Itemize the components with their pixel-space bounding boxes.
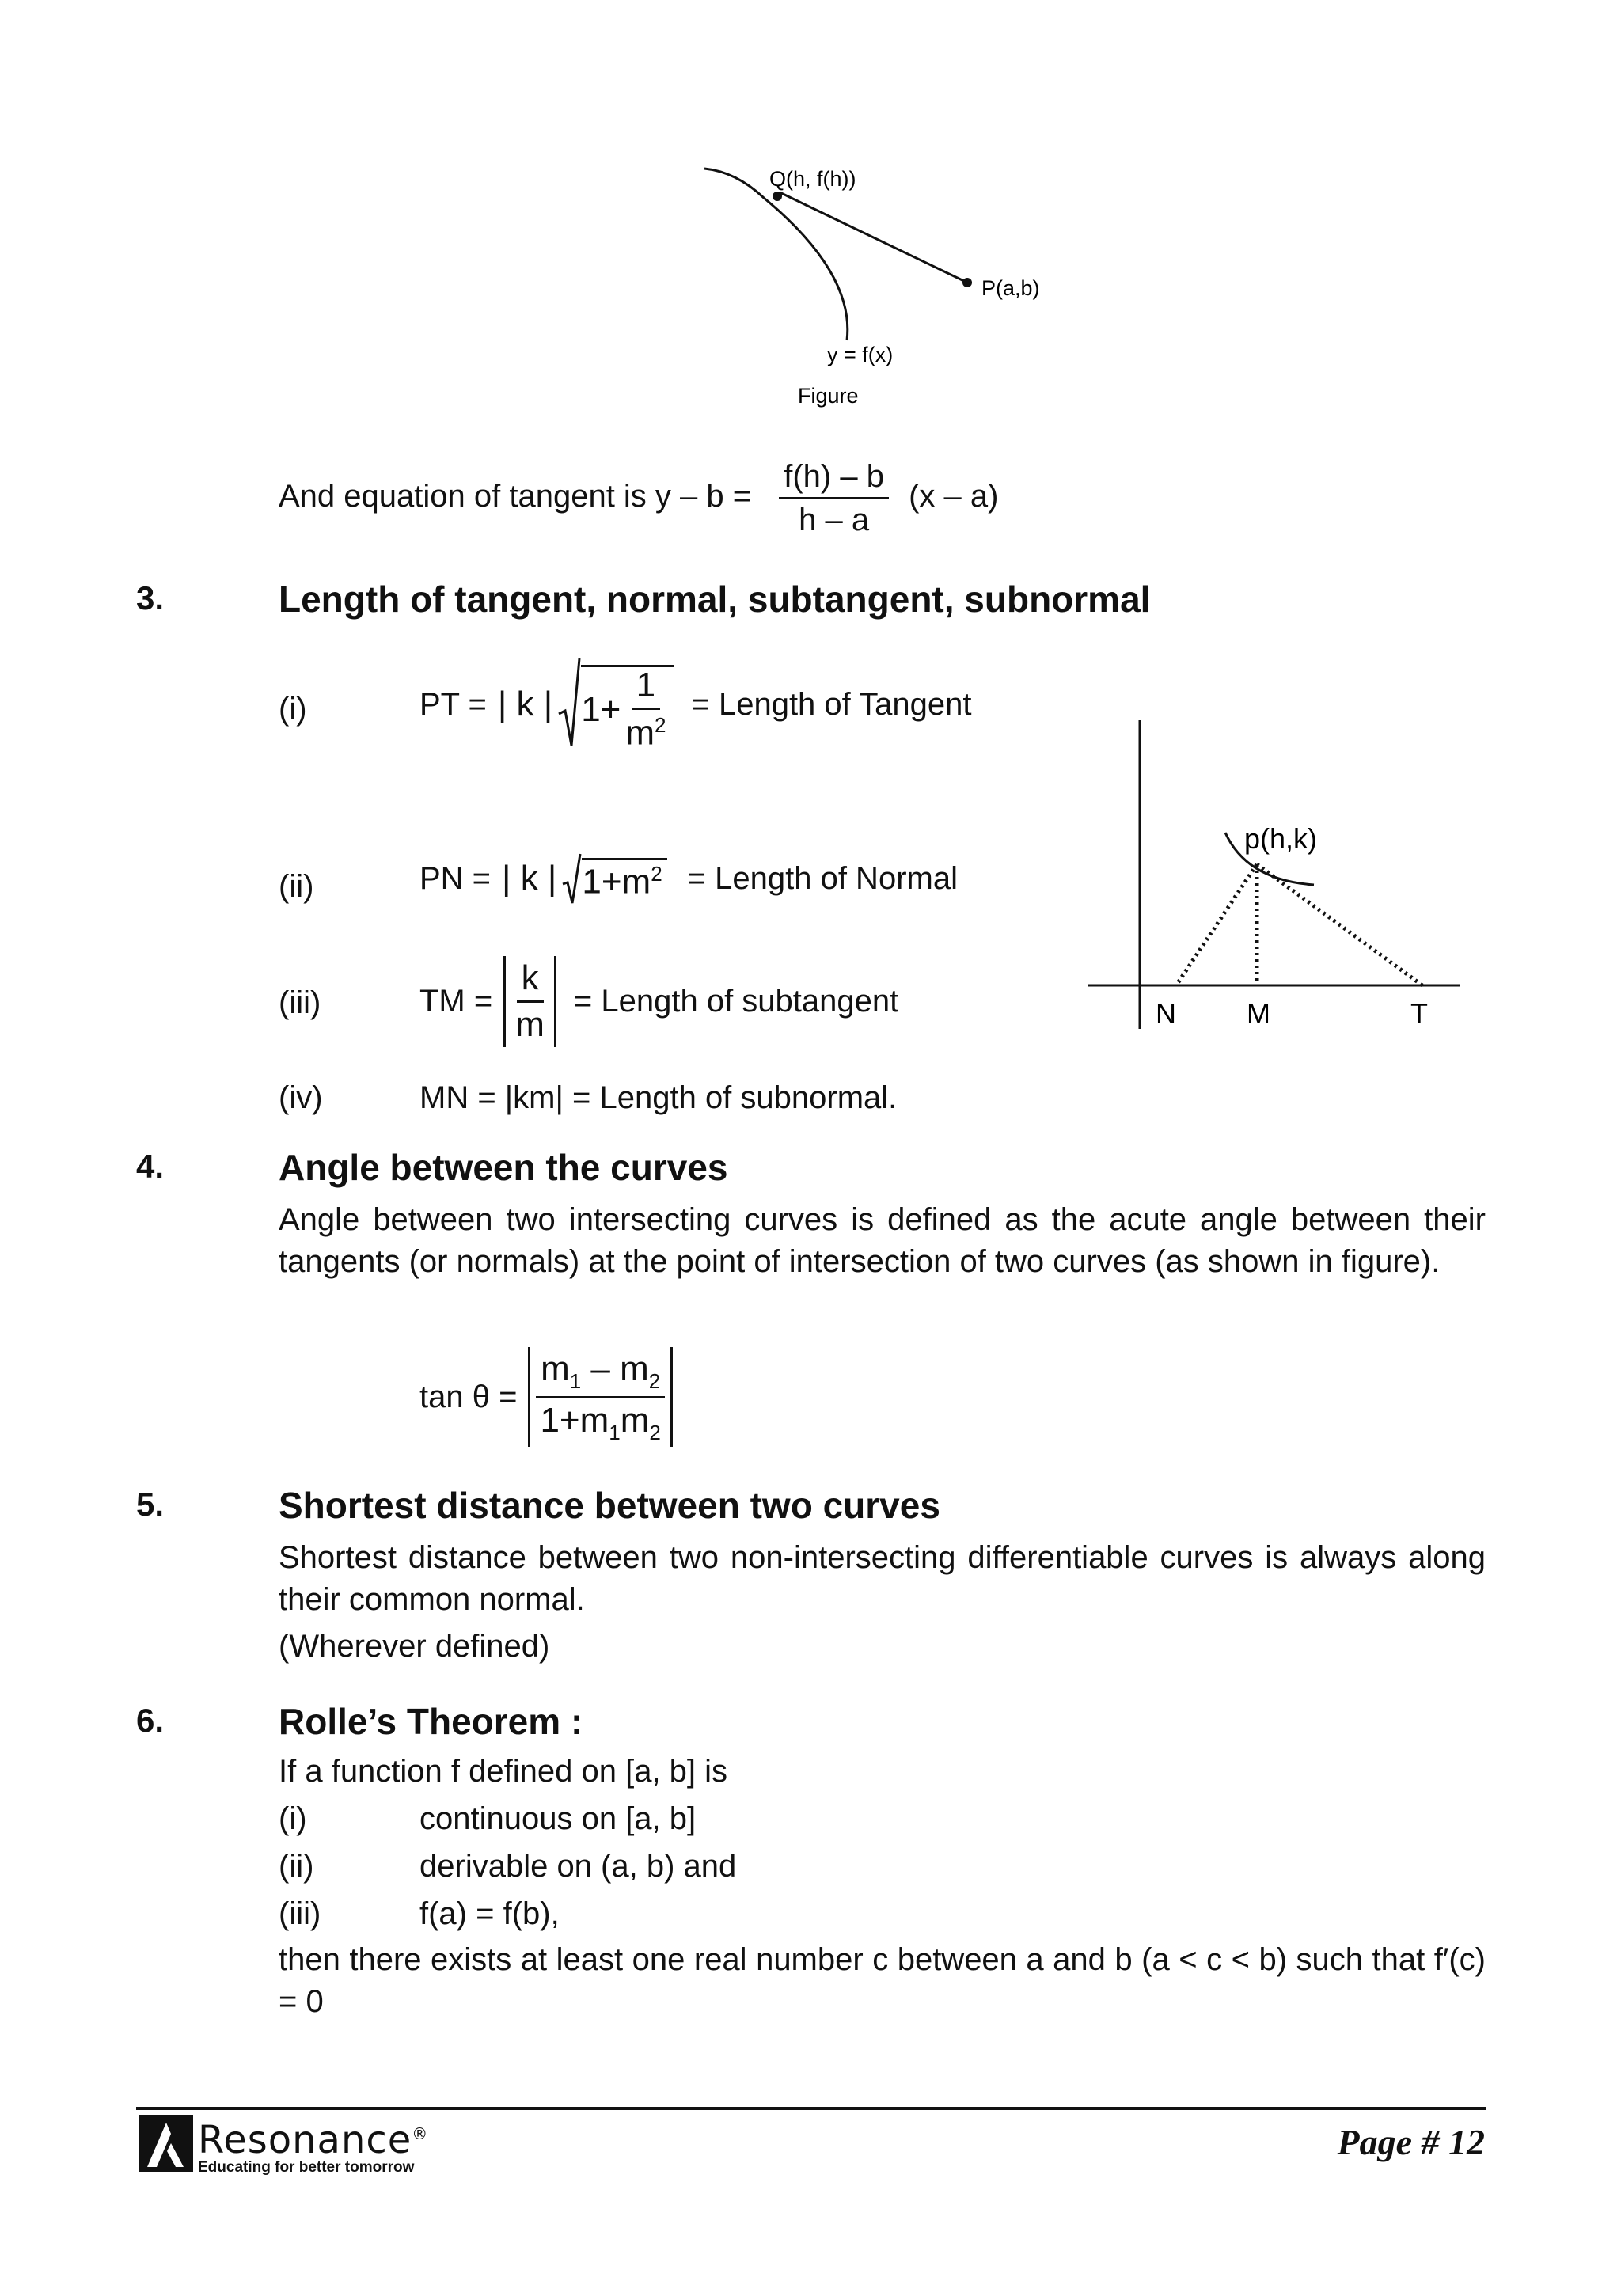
- pt-frac-den-base: m: [625, 713, 655, 753]
- section5-note: (Wherever defined): [279, 1629, 550, 1664]
- pt-inner-fraction: [621, 668, 670, 751]
- section6-conclusion: then there exists at least one real number c between a and b (a < c < b) such that f′(c) = 0: [279, 1942, 1486, 2019]
- pn-radicand: [582, 858, 666, 900]
- angle-num-sub1: 1: [569, 1368, 582, 1393]
- angle-lhs: tan θ =: [419, 1379, 518, 1414]
- section3-number: 3.: [136, 579, 165, 617]
- curve-label: y = f(x): [827, 343, 894, 366]
- m-label: M: [1247, 997, 1270, 1030]
- pn-formula: [419, 847, 958, 910]
- angle-den-sub1: 1: [609, 1420, 621, 1444]
- angle-fraction: [535, 1349, 665, 1444]
- tangent-eq-den: h – a: [799, 503, 870, 537]
- pt-rad-one: 1+: [581, 689, 621, 729]
- p-label: P(a,b): [981, 276, 1040, 300]
- footer-rule: [136, 2107, 1486, 2110]
- pn-rhs: = Length of Normal: [687, 861, 958, 896]
- section4-body: Angle between two intersecting curves is defined as the acute angle between their tangents (or normals) at the point of intersection of two curves (as shown in figure).: [279, 1202, 1486, 1279]
- angle-num-m: m: [541, 1349, 570, 1388]
- section4-number: 4.: [136, 1148, 165, 1185]
- tm-rhs: = Length of subtangent: [573, 984, 899, 1019]
- pt-frac-den: [621, 710, 670, 751]
- tangent-line-pt: [1257, 864, 1422, 985]
- section6-item-2-text: derivable on (a, b) and: [419, 1849, 737, 1884]
- pn-rad-base: 1+m: [582, 862, 651, 901]
- section5-number: 5.: [136, 1486, 165, 1523]
- angle-formula: [419, 1338, 673, 1456]
- angle-den-a: 1+m: [540, 1400, 609, 1440]
- page-number: Page # 12: [1337, 2122, 1485, 2162]
- angle-num: [536, 1349, 665, 1398]
- tm-formula: [419, 950, 898, 1053]
- radical-icon: [561, 851, 582, 906]
- angle-num-sub2: 2: [648, 1368, 661, 1393]
- tangent-equation: [279, 461, 998, 536]
- tangent-figure: [681, 154, 1061, 416]
- point-q: [773, 192, 782, 201]
- footer-registered-icon: ®: [412, 2124, 429, 2143]
- radical-icon: [557, 657, 581, 752]
- section6-item-3-text: f(a) = f(b),: [419, 1896, 560, 1931]
- point-p: [962, 278, 972, 287]
- tangent-eq-prefix: And equation of tangent is y – b =: [279, 479, 752, 514]
- angle-den-b: m: [620, 1400, 650, 1440]
- tangent-line: [780, 192, 967, 283]
- footer-tagline: Educating for better tomorrow: [198, 2159, 415, 2176]
- pn-k: | k |: [502, 859, 557, 898]
- angle-den-sub2: 2: [649, 1420, 661, 1444]
- p-label: p(h,k): [1244, 822, 1318, 855]
- section6-intro: If a function f defined on [a, b] is: [279, 1754, 728, 1789]
- tangent-eq-fraction: [779, 461, 889, 536]
- footer-logo: [139, 2115, 428, 2176]
- section6-title: Rolle’s Theorem :: [279, 1701, 583, 1742]
- section5-title: Shortest distance between two curves: [279, 1485, 940, 1526]
- tm-frac-num: k: [517, 961, 544, 1003]
- q-label: Q(h, f(h)): [769, 167, 856, 191]
- section3-item-1-label: (i): [279, 692, 307, 727]
- section6-item-1-label: (i): [279, 1801, 307, 1836]
- section3-item-2-label: (ii): [279, 869, 314, 904]
- section5-body: Shortest distance between two non-intersecting differentiable curves is always along their common normal.: [279, 1540, 1486, 1617]
- pn-lhs: PN =: [419, 861, 492, 896]
- pt-k: | k |: [497, 685, 553, 723]
- pt-frac-num: 1: [632, 668, 660, 710]
- section6-item-1-text: continuous on [a, b]: [419, 1801, 697, 1836]
- pt-frac-den-exp: 2: [655, 713, 666, 738]
- n-label: N: [1156, 997, 1176, 1030]
- mn-formula: MN = |km| = Length of subnormal.: [419, 1080, 898, 1115]
- normal-tangent-figure: [1076, 712, 1472, 1037]
- section6-item-2-label: (ii): [279, 1849, 314, 1884]
- section3-item-4-label: (iv): [279, 1080, 323, 1115]
- section6-item-3-label: (iii): [279, 1896, 321, 1931]
- tm-frac-den: m: [515, 1004, 545, 1044]
- tm-abs: [503, 956, 556, 1047]
- pt-lhs: PT =: [419, 687, 487, 722]
- section3-title: Length of tangent, normal, subtangent, subnormal: [279, 579, 1151, 620]
- t-label: T: [1410, 997, 1428, 1030]
- angle-num-op: – m: [581, 1349, 649, 1388]
- pt-rhs: = Length of Tangent: [691, 687, 972, 722]
- pt-formula: [419, 657, 972, 752]
- figure-caption: Figure: [798, 384, 859, 408]
- pt-radicand: [581, 665, 674, 753]
- normal-line-pn: [1176, 864, 1257, 985]
- angle-abs: [528, 1347, 672, 1448]
- tangent-eq-num: f(h) – b: [779, 461, 889, 499]
- footer-brand-name: Resonance: [198, 2118, 412, 2162]
- section4-title: Angle between the curves: [279, 1147, 728, 1188]
- section6-number: 6.: [136, 1702, 165, 1739]
- tm-fraction: [511, 958, 549, 1044]
- angle-den: [535, 1398, 665, 1443]
- pn-rad-exp: 2: [651, 861, 662, 886]
- tm-lhs: TM =: [419, 984, 493, 1019]
- footer-brand-block: [198, 2115, 428, 2176]
- resonance-logo-icon: [139, 2115, 193, 2172]
- section3-item-3-label: (iii): [279, 985, 321, 1020]
- tangent-eq-suffix: (x – a): [909, 479, 999, 514]
- footer-brand: [198, 2115, 429, 2162]
